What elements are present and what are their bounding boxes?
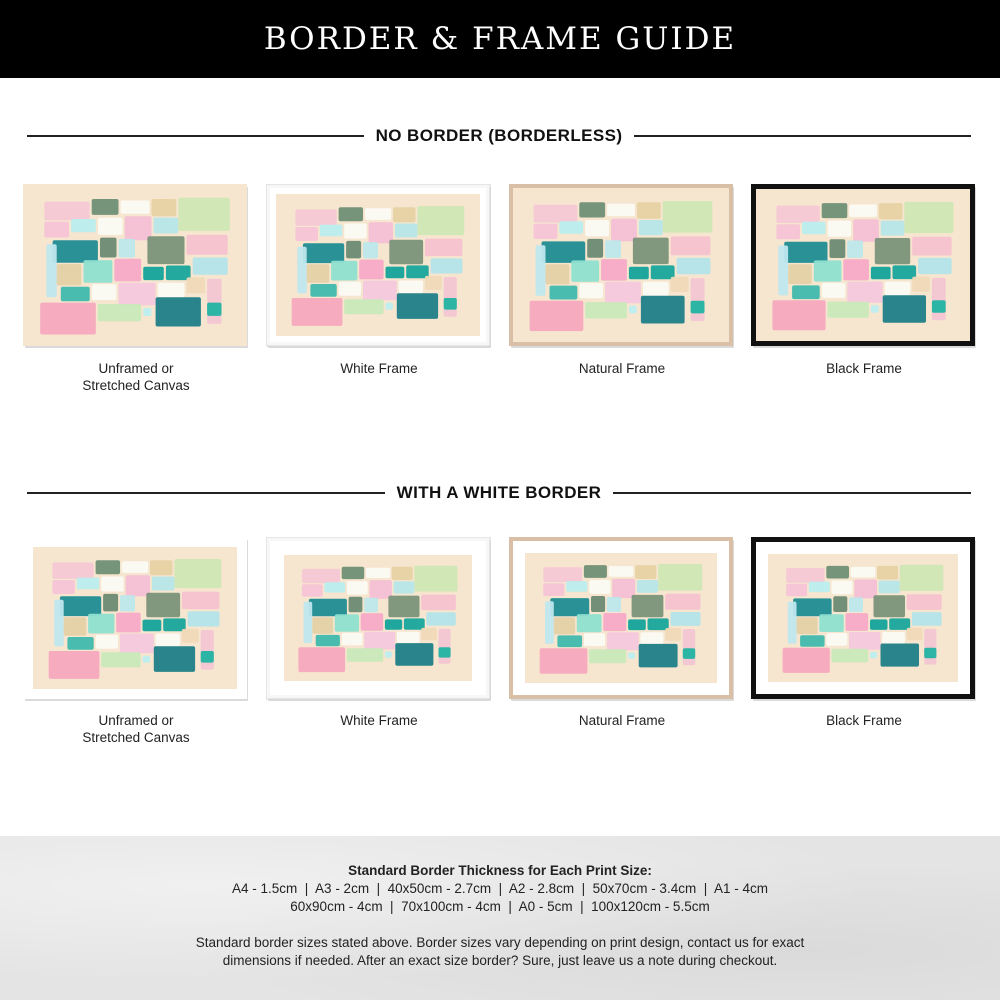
heading-rule-right bbox=[613, 492, 971, 494]
caption-line: Black Frame bbox=[826, 713, 902, 728]
preview-black-frame-no-border bbox=[751, 184, 977, 348]
artwork-preview-svg bbox=[266, 537, 492, 701]
caption-line: Unframed or bbox=[98, 361, 174, 376]
section-heading-white-border bbox=[27, 483, 971, 503]
heading-rule-right bbox=[634, 135, 971, 137]
preview-natural-frame-no-border bbox=[509, 184, 735, 348]
size-list-2: 60x90cm - 4cm | 70x100cm - 4cm | A0 - 5cm | 100x120cm - 5.5cm bbox=[290, 899, 710, 914]
caption-unframed-white-border bbox=[23, 712, 249, 746]
caption-natural-frame-white-border bbox=[509, 712, 735, 729]
caption-line: Unframed or bbox=[98, 713, 174, 728]
info-title: Standard Border Thickness for Each Print Size: bbox=[348, 863, 652, 878]
caption-white-frame-white-border bbox=[266, 712, 492, 729]
preview-white-frame-no-border bbox=[266, 184, 492, 348]
artwork-preview-svg bbox=[509, 537, 735, 701]
heading-rule-left bbox=[27, 492, 385, 494]
caption-line: Natural Frame bbox=[578, 361, 666, 376]
section-heading-no-border bbox=[27, 126, 971, 146]
preview-black-frame-white-border bbox=[751, 537, 977, 701]
caption-white-frame-no-border bbox=[266, 360, 492, 377]
artwork-preview-svg bbox=[23, 184, 249, 348]
preview-unframed-no-border bbox=[23, 184, 249, 348]
caption-line: Black Frame bbox=[826, 361, 902, 376]
caption-black-frame-white-border bbox=[751, 712, 977, 729]
preview-white-frame-white-border bbox=[266, 537, 492, 701]
section-heading-label: NO BORDER (BORDERLESS) bbox=[375, 126, 623, 145]
info-note-1: Standard border sizes stated above. Border sizes vary depending on print design, contact us for exact bbox=[195, 935, 805, 950]
caption-line: Natural Frame bbox=[578, 713, 666, 728]
artwork-preview-svg bbox=[751, 537, 977, 701]
page-title: BORDER & FRAME GUIDE bbox=[263, 21, 737, 57]
heading-rule-left bbox=[27, 135, 364, 137]
artwork-preview-svg bbox=[509, 184, 735, 348]
caption-black-frame-no-border bbox=[751, 360, 977, 377]
header-bar bbox=[0, 0, 1000, 78]
caption-unframed-no-border bbox=[23, 360, 249, 394]
caption-line: White Frame bbox=[340, 361, 418, 376]
caption-line: Stretched Canvas bbox=[82, 378, 190, 393]
artwork-preview-svg bbox=[23, 537, 249, 701]
info-note-2: dimensions if needed. After an exact size border? Sure, just leave us a note during checkout. bbox=[222, 953, 778, 968]
preview-natural-frame-white-border bbox=[509, 537, 735, 701]
caption-natural-frame-no-border bbox=[509, 360, 735, 377]
preview-unframed-white-border bbox=[23, 537, 249, 701]
border-thickness-info bbox=[0, 836, 1000, 1000]
artwork-preview-svg bbox=[266, 184, 492, 348]
caption-line: Stretched Canvas bbox=[82, 730, 190, 745]
caption-line: White Frame bbox=[340, 713, 418, 728]
section-heading-label: WITH A WHITE BORDER bbox=[396, 483, 602, 502]
size-list-1: A4 - 1.5cm | A3 - 2cm | 40x50cm - 2.7cm | A2 - 2.8cm | 50x70cm - 3.4cm | A1 - 4cm bbox=[232, 881, 768, 896]
artwork-preview-svg bbox=[751, 184, 977, 348]
